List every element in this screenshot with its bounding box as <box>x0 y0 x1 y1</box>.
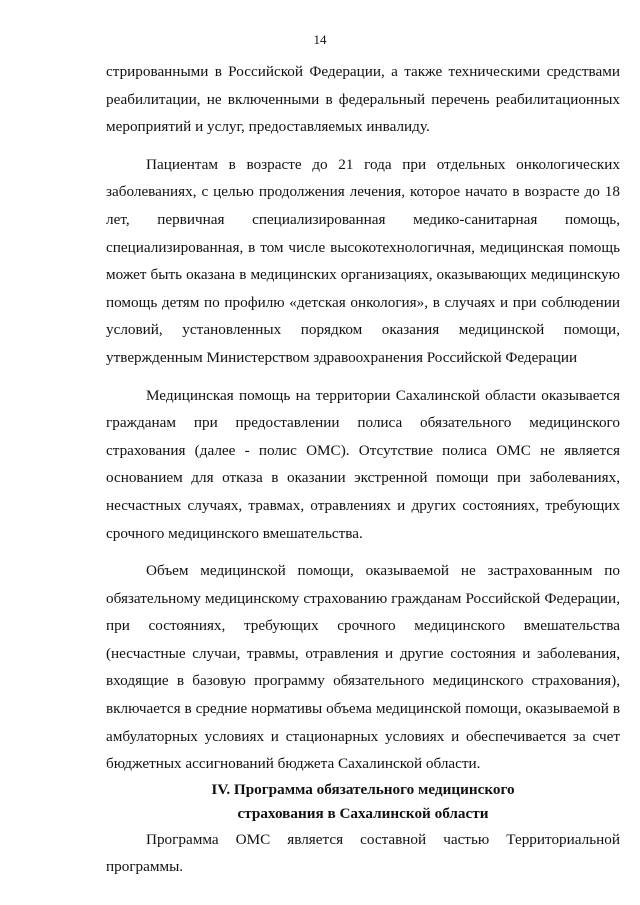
paragraph-oms-program: Программа ОМС является составной частью Территориальной программы. <box>106 830 620 876</box>
paragraph-oms-policy: Медицинская помощь на территории Сахалинской области оказывается гражданам при предоставлении полиса обязательного медицинского страхования (далее - полис ОМС). Отсутствие полиса ОМС не является основанием для отказа в оказании экстренной помощи при заболеваниях, несчастных случаях, травмах, отравлениях и других состояниях, требующих срочного медицинского вмешательства. <box>106 386 620 542</box>
paragraph-continuation: стрированными в Российской Федерации, а также техническими средствами реабилитации, не включенными в федеральный перечень реабилитационных мероприятий и услуг, предоставляемых инвалиду. <box>106 63 620 136</box>
paragraph-oncology-patients: Пациентам в возрасте до 21 года при отдельных онкологических заболеваниях, с целью продолжения лечения, которое начато в возрасте до 18 лет, первичная специализированная медико-санитарная помощь, специализированная, в том числе высокотехнологичная, медицинская помощь может быть оказана в медицинских организациях, оказывающих медицинскую помощь детям по профилю «детская онкология», в случаях и при соблюдении условий, установленных порядком оказания медицинской помощи, утвержденным Министерством здравоохранения Российской Федерации <box>106 155 620 366</box>
page-number: 14 <box>313 32 327 47</box>
section-heading <box>106 778 620 826</box>
document-body <box>106 58 620 881</box>
paragraph-uninsured-care: Объем медицинской помощи, оказываемой не застрахованным по обязательному медицинскому страхованию гражданам Российской Федерации, при состояниях, требующих срочного медицинского вмешательства (несчастные случаи, травмы, отравления и другие состояния и заболевания, входящие в базовую программу обязательного медицинского страхования), включается в средние нормативы объема медицинской помощи, оказываемой в амбулаторных условиях и стационарных условиях и обеспечивается за счет бюджетных ассигнований бюджета Сахалинской области. <box>106 562 620 773</box>
section-heading-line-1: IV. Программа обязательного медицинского <box>211 780 515 798</box>
section-heading-line-2: страхования в Сахалинской области <box>237 804 489 822</box>
